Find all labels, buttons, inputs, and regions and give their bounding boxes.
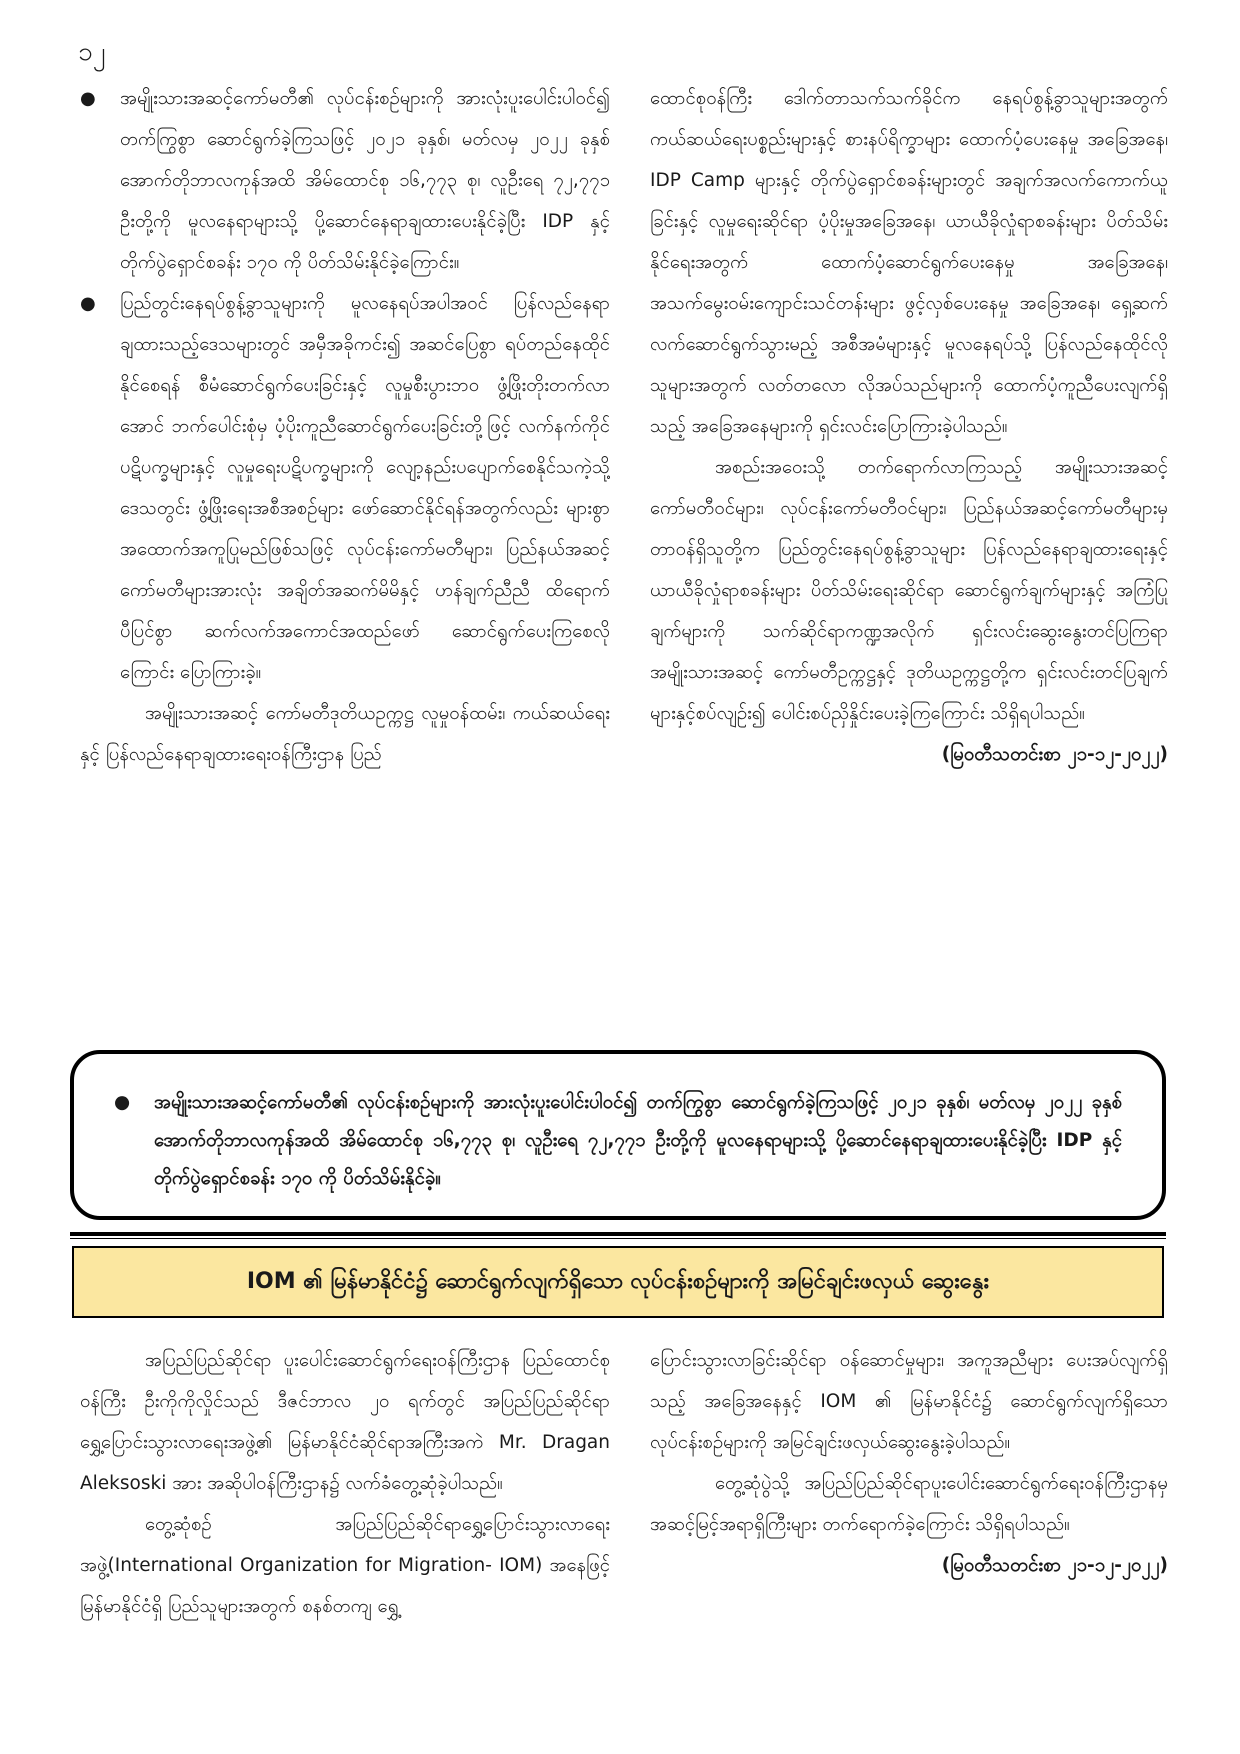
article2-left-column bbox=[80, 1340, 610, 1627]
article1-right-paragraph-1: ထောင်စုဝန်ကြီး ဒေါက်တာသက်သက်ခိုင်က နေရပ်စွန့်ခွာသူများအတွက် ကယ်ဆယ်ရေးပစ္စည်းများနှင့် စားနပ်ရိက္ခာများ ထောက်ပံ့ပေးနေမှု အခြေအနေ၊ IDP Camp များနှင့် တိုက်ပွဲရှောင်စခန်းများတွင် အချက်အလက်ကောက်ယူခြင်းနှင့် လူမှုရေးဆိုင်ရာ ပံ့ပိုးမှုအခြေအနေ၊ ယာယီခိုလှုံရာစခန်းများ ပိတ်သိမ်းနိုင်ရေးအတွက် ထောက်ပံ့ဆောင်ရွက်ပေးနေမှု အခြေအနေ၊ အသက်မွေးဝမ်းကျောင်းသင်တန်းများ ဖွင့်လှစ်ပေးနေမှု အခြေအနေ၊ ရှေ့ဆက်လက်ဆောင်ရွက်သွားမည့် အစီအမံများနှင့် မူလနေရပ်သို့ ပြန်လည်နေထိုင်လိုသူများအတွက် လတ်တလော လိုအပ်သည်များကို ထောက်ပံ့ကူညီပေးလျက်ရှိသည့် အခြေအနေများကို ရှင်းလင်းပြောကြားခဲ့ပါသည်။ bbox=[650, 88, 1168, 437]
article1-left-column bbox=[80, 78, 610, 775]
article2-headline-text: IOM ၏ မြန်မာနိုင်ငံ၌ ဆောင်ရွက်လျက်ရှိသော လုပ်ငန်းစဉ်များကို အမြင်ချင်းဖလှယ် ဆွေးနွေး bbox=[246, 1268, 990, 1294]
article2-right-paragraph-1: ပြောင်းသွားလာခြင်းဆိုင်ရာ ဝန်ဆောင်မှုများ၊ အကူအညီများ ပေးအပ်လျက်ရှိသည့် အခြေအနေနှင့် IOM ၏ မြန်မာနိုင်ငံ၌ ဆောင်ရွက်လျက်ရှိသော လုပ်ငန်းစဉ်များကို အမြင်ချင်းဖလှယ်ဆွေးနွေးခဲ့ပါသည်။ bbox=[650, 1350, 1168, 1453]
article1-source: (မြဝတီသတင်းစာ ၂၁-၁၂-၂၀၂၂) bbox=[941, 744, 1168, 765]
divider-thick bbox=[70, 1232, 1166, 1236]
article1-bullet-1: ● အမျိုးသားအဆင့်ကော်မတီ၏ လုပ်ငန်းစဉ်များကို အားလုံးပူးပေါင်းပါဝင်၍ တက်ကြွစွာ ဆောင်ရွက်ခဲ့ကြသဖြင့် ၂၀၂၁ ခုနှစ်၊ မတ်လမှ ၂၀၂၂ ခုနှစ် အောက်တိုဘာလကုန်အထိ အိမ်ထောင်စု ၁၆,၇၇၃ စု၊ လူဦးရေ ၇၂,၇၇၁ ဦးတို့ကို မူလနေရာများသို့ ပို့ဆောင်နေရာချထားပေးနိုင်ခဲ့ပြီး IDP နှင့် တိုက်ပွဲရှောင်စခန်း ၁၇၀ ကို ပိတ်သိမ်းနိုင်ခဲ့ကြောင်း။ bbox=[80, 78, 610, 283]
highlight-text: ● အမျိုးသားအဆင့်ကော်မတီ၏ လုပ်ငန်းစဉ်များကို အားလုံးပူးပေါင်းပါဝင်၍ တက်ကြွစွာ ဆောင်ရွက်ခဲ့ကြသဖြင့် ၂၀၂၁ ခုနှစ်၊ မတ်လမှ ၂၀၂၂ ခုနှစ် အောက်တိုဘာလကုန်အထိ အိမ်ထောင်စု ၁၆,၇၇၃ စု၊ လူဦးရေ ၇၂,၇၇၁ ဦးတို့ကို မူလနေရာများသို့ ပို့ဆောင်နေရာချထားပေးနိုင်ခဲ့ပြီး IDP နှင့် တိုက်ပွဲရှောင်စခန်း ၁၇၀ ကို ပိတ်သိမ်းနိုင်ခဲ့။ bbox=[114, 1084, 1122, 1198]
article1-right-paragraph-2: အစည်းအဝေးသို့ တက်ရောက်လာကြသည့် အမျိုးသားအဆင့် ကော်မတီဝင်များ၊ လုပ်ငန်းကော်မတီဝင်များ၊ ပြည်နယ်အဆင့်ကော်မတီများမှ တာဝန်ရှိသူတို့က ပြည်တွင်းနေရပ်စွန့်ခွာသူများ ပြန်လည်နေရာချထားရေးနှင့် ယာယီခိုလှုံရာစခန်းများ ပိတ်သိမ်းရေးဆိုင်ရာ ဆောင်ရွက်ချက်များနှင့် အကြံပြုချက်များကို သက်ဆိုင်ရာကဏ္ဍအလိုက် ရှင်းလင်းဆွေးနွေးတင်ပြကြရာ အမျိုးသားအဆင့် ကော်မတီဥက္ကဋ္ဌနှင့် ဒုတိယဥက္ကဋ္ဌတို့က ရှင်းလင်းတင်ပြချက်များနှင့်စပ်လျဉ်း၍ ပေါင်းစပ်ညှိနှိုင်းပေးခဲ့ကြကြောင်း သိရှိရပါသည်။ bbox=[650, 457, 1168, 724]
article1-right-column bbox=[650, 78, 1168, 775]
page-number: ၁၂ bbox=[78, 37, 106, 67]
highlight-box bbox=[70, 1050, 1166, 1220]
article2-left-paragraph-1: အပြည်ပြည်ဆိုင်ရာ ပူးပေါင်းဆောင်ရွက်ရေးဝန်ကြီးဌာန ပြည်ထောင်စုဝန်ကြီး ဦးကိုကိုလှိုင်သည် ဒီဇင်ဘာလ ၂၀ ရက်တွင် အပြည်ပြည်ဆိုင်ရာရွှေ့ပြောင်းသွားလာရေးအဖွဲ့၏ မြန်မာနိုင်ငံဆိုင်ရာအကြီးအကဲ Mr. Dragan Aleksoski အား အဆိုပါဝန်ကြီးဌာန၌ လက်ခံတွေ့ဆုံခဲ့ပါသည်။ bbox=[80, 1350, 610, 1494]
article2-right-paragraph-2: တွေ့ဆုံပွဲသို့ အပြည်ပြည်ဆိုင်ရာပူးပေါင်းဆောင်ရွက်ရေးဝန်ကြီးဌာနမှ အဆင့်မြင့်အရာရှိကြီးများ တက်ရောက်ခဲ့ကြောင်း သိရှိရပါသည်။ bbox=[650, 1473, 1168, 1535]
article2-left-paragraph-2: တွေ့ဆုံစဉ် အပြည်ပြည်ဆိုင်ရာရွှေ့ပြောင်းသွားလာရေးအဖွဲ့(International Organization for Migration- IOM) အနေဖြင့် မြန်မာနိုင်ငံရှိ ပြည်သူများအတွက် စနစ်တကျ ရွှေ့ bbox=[80, 1514, 610, 1617]
article2-source: (မြဝတီသတင်းစာ ၂၁-၁၂-၂၀၂၂) bbox=[941, 1555, 1168, 1576]
article2-headline bbox=[72, 1246, 1164, 1318]
article1-bullet-2: ● ပြည်တွင်းနေရပ်စွန့်ခွာသူများကို မူလနေရပ်အပါအဝင် ပြန်လည်နေရာချထားသည့်ဒေသများတွင် အမှီအခိုကင်း၍ အဆင်ပြေစွာ ရပ်တည်နေထိုင်နိုင်စေရန် စီမံဆောင်ရွက်ပေးခြင်းနှင့် လူမှုစီးပွားဘဝ ဖွံ့ဖြိုးတိုးတက်လာအောင် ဘက်ပေါင်းစုံမှ ပံ့ပိုးကူညီဆောင်ရွက်ပေးခြင်းတို့ဖြင့် လက်နက်ကိုင်ပဋိပက္ခများနှင့် လူမှုရေးပဋိပက္ခများကို လျော့နည်းပပျောက်စေနိုင်သကဲ့သို့ ဒေသတွင်း ဖွံ့ဖြိုးရေးအစီအစဉ်များ ဖော်ဆောင်နိုင်ရန်အတွက်လည်း များစွာအထောက်အကူပြုမည်ဖြစ်သဖြင့် လုပ်ငန်းကော်မတီများ၊ ပြည်နယ်အဆင့် ကော်မတီများအားလုံး အချိတ်အဆက်မိမိနှင့် ဟန်ချက်ညီညီ ထိရောက်ပီပြင်စွာ ဆက်လက်အကောင်အထည်ဖော် ဆောင်ရွက်ပေးကြစေလိုကြောင်း ပြောကြားခဲ့။ bbox=[80, 283, 610, 693]
article1-left-paragraph: အမျိုးသားအဆင့် ကော်မတီဒုတိယဥက္ကဋ္ဌ လူမှုဝန်ထမ်း၊ ကယ်ဆယ်ရေးနှင့် ပြန်လည်နေရာချထားရေးဝန်ကြီးဌာန ပြည် bbox=[80, 703, 610, 765]
divider-thin bbox=[70, 1238, 1166, 1239]
article2-right-column bbox=[650, 1340, 1168, 1586]
